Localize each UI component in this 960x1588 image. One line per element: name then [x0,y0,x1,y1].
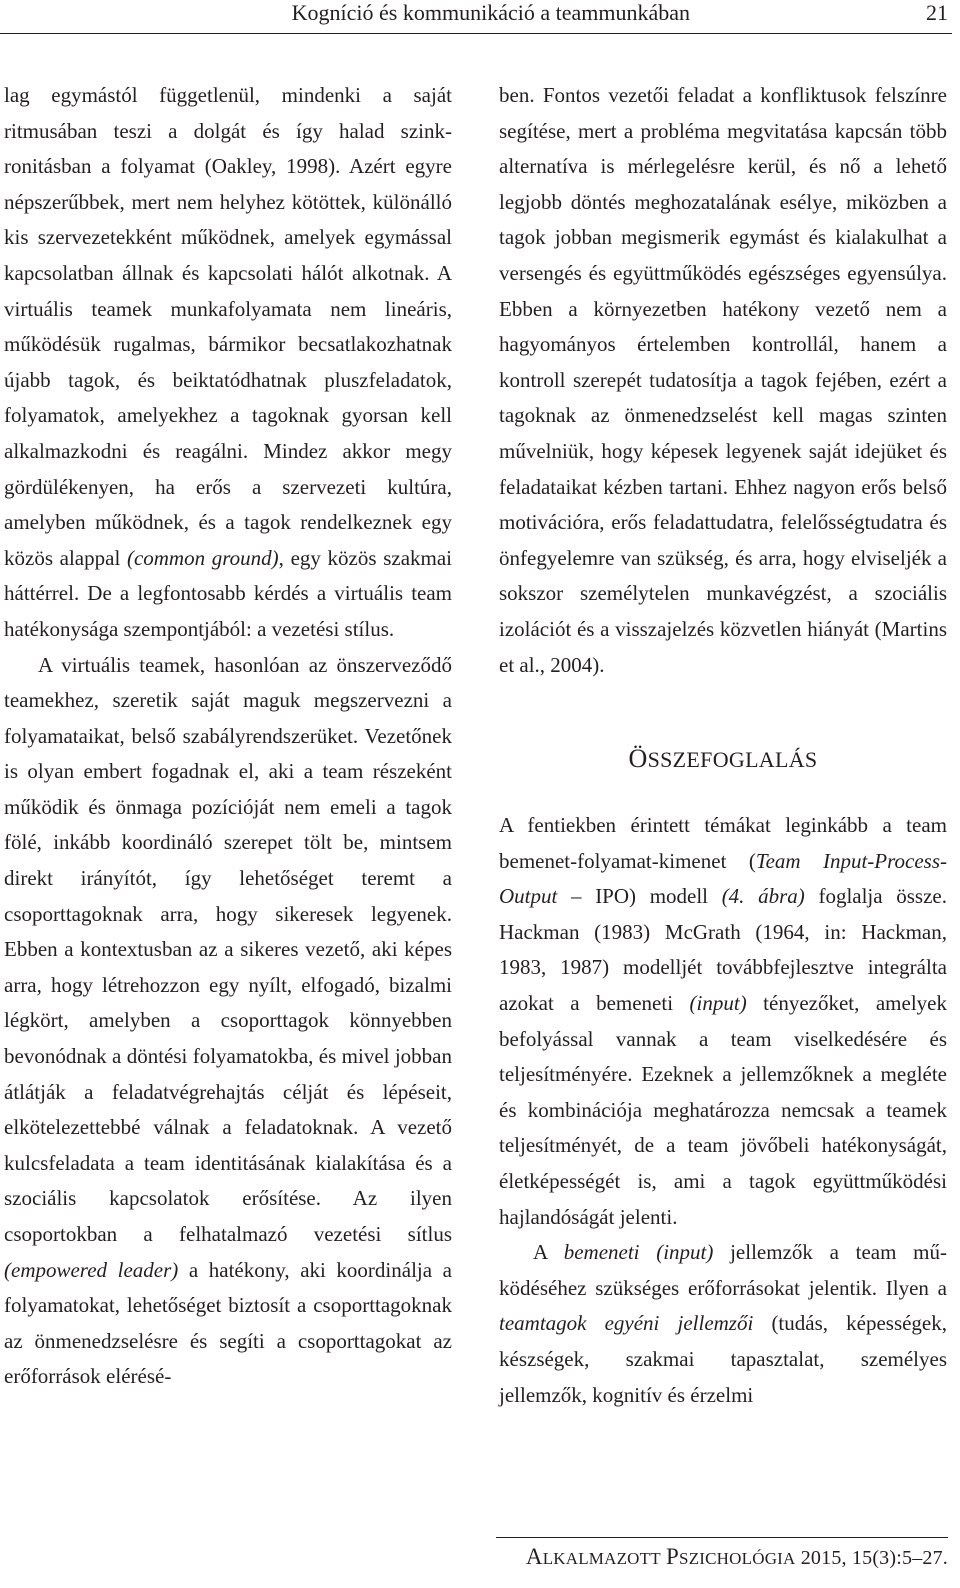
italic-term: (empowered leader) [4,1257,179,1282]
page-number: 21 [926,0,948,25]
running-title: Kogníció és kommunikáció a teammunkában [291,0,690,25]
section-heading: ÖSSZEFOGLALÁS [628,744,818,774]
right-paragraph-2: A fentiekben érintett témákat leginkább a team bemenet-folyamat-kimenet (Team Input-Process-Output – IPO) modell (4. ábra) foglalja össze. Hackman (1983) McGrath (1964, in: Hackman, 1983, 1987) modelljét továbbfejlesztve integrálta azokat a bemeneti (input) tényezőket, amelyek befolyással vannak a team viselkedésére és teljesítményére. Ezeknek a jellemzőknek a megléte és kombinációja meghatározza nemcsak a teamek teljesítményét, de a team jövőbeli hatékonyságát, életképességét is, ami a tagok együttműködési hajlandóságát jelenti. [499,813,947,1229]
left-paragraph-1: lag egymástól függetlenül, mindenki a saját ritmusában teszi a dolgát és így halad szinkronitásban a folyamat (Oakley, 1998). Azért egyre népszerűbbek, mert nem helyhez kötöttek, különálló kis szervezetekként működnek, amelyek egymással kapcsolatban állnak és kapcsolati hálót alkotnak. A virtuális teamek munkafolyamata nem lineáris, működésük rugalmas, bármikor becsatlakozhatnak újabb tagok, és beiktatódhatnak pluszfeladatok, folyamatok, amelyekhez a tagoknak gyorsan kell alkalmazkodni és reagálni. Mindez akkor megy gördülékenyen, ha erős a szervezeti kultúra, amelyben működnek, és a tagok rendelkeznek egy közös alappal (common ground), egy közös szakmai háttérrel. De a legfontosabb kérdés a virtuális team hatékonysága szempontjából: a vezetési stílus. [4,83,453,641]
figure-reference: (4. ábra) [721,884,805,909]
footer-rule [496,1537,948,1538]
header-rule [0,33,952,34]
running-header [0,0,960,34]
right-paragraph-1: ben. Fontos vezetői feladat a konfliktusok felszínre segítése, mert a probléma megvitatása kapcsán több alternatíva is mérlegelésre kerül, és nő a lehető legjobb döntés meghozatalának esélye, miközben a tagok jobban megismerik egymást és kialakulhat a versengés és együttműködés egészséges egyensúlya. Ebben a környezetben hatékony vezető nem a hagyományos értelemben kontrollál, hanem a kontroll szerepét tudatosítja a tagok fejében, ezért a tagoknak az önmenedzselést kell magas szinten művelniük, hogy képesek legyenek saját idejüket és feladataikat kézben tartani. Ehhez nagyon erős belső motivációra, erős feladattudatra, felelősségtudatra és önfegyelemre van szükség, és arra, hogy elviseljék a sokszor személytelen munkavégzést, a szociális izolációt és a visszajelzés közvetlen hiányát (Martins et al., 2004). [499,83,947,677]
left-column [4,78,452,1395]
left-paragraph-2: A virtuális teamek, hasonlóan az önszerveződő teamekhez, szeretik saját maguk megszervezni a folyamataikat, belső szabályrendszerüket. Vezetőnek is olyan embert fogadnak el, aki a team részeként működik és önmaga pozícióját nem emeli a tagok fölé, inkább koordináló szerepet tölt be, mintsem direkt irányítót, így lehetőséget teremt a csoporttagoknak arra, hogy sikeresek legyenek. Ebben a kontextusban az a sikeres vezető, aki képes arra, hogy létrehozzon egy nyílt, elfogadó, bizalmi légkört, amelyben a csoporttagok könnyebben bevonódnak a döntési folyamatokba, és mivel jobban átlátják a feladatvégrehajtás célját és lépéseit, elkötelezettebbé válnak a feladatoknak. A vezető kulcsfeladata a team identitásának kialakítása és a szociális kapcsolatok erősítése. Az ilyen csoportokban a felhatalmazó vezetési sítlus (empowered leader) a hatékony, aki koordinálja a folyamatokat, lehetőséget biztosít a csoporttagoknak az önmenedzselésre és segíti a csoporttagokat az erőforrások elérésé- [4,652,452,1389]
right-column [499,78,947,1413]
right-paragraph-3: A bemeneti (input) jellemzők a team működéséhez szükséges erőforrásokat jelentik. Ilyen a teamtagok egyéni jellemzői (tudás, képességek, készségek, szakmai tapasztalat, személyes jellemzők, kognitív és érzelmi [499,1240,948,1407]
journal-footer: ALKALMAZOTT PSZICHOLÓGIA 2015, 15(3):5–27. [525,1544,948,1569]
citation: 2015, 15(3):5–27. [800,1547,948,1569]
italic-term: (common ground) [126,545,279,570]
